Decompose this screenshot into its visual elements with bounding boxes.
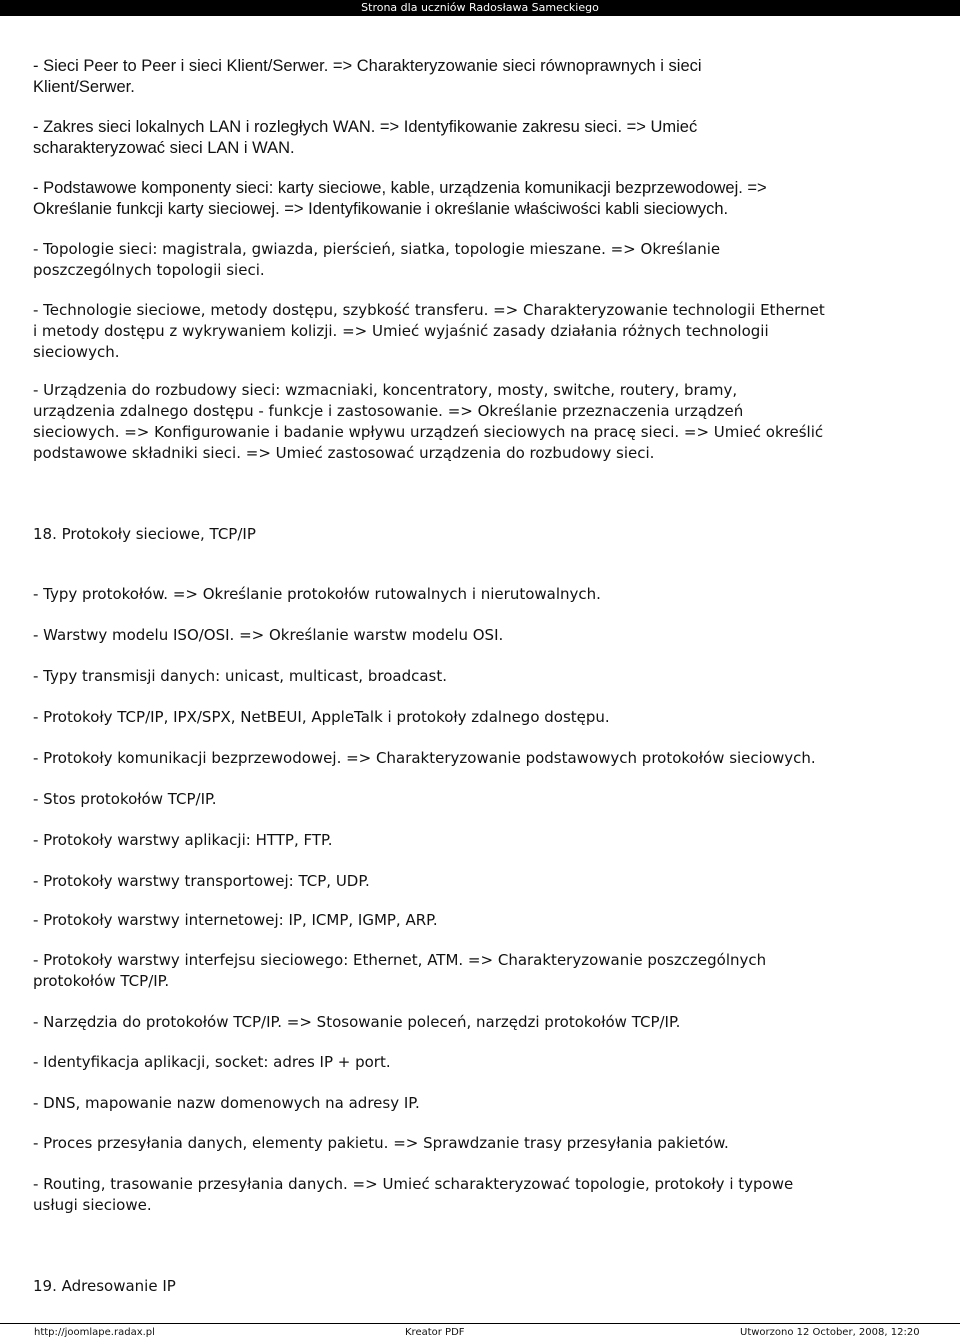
- text-line: podstawowe składniki sieci. => Umieć zastosować urządzenia do rozbudowy sieci.: [33, 444, 655, 462]
- list-item: [33, 1052, 933, 1073]
- list-item: [33, 748, 933, 769]
- text-line: sieciowych.: [33, 343, 120, 361]
- list-item: [33, 300, 933, 363]
- text-line: - Protokoły warstwy transportowej: TCP, UDP.: [33, 872, 370, 890]
- list-item: [33, 871, 933, 892]
- list-item: [33, 239, 933, 281]
- text-line: - Stos protokołów TCP/IP.: [33, 790, 217, 808]
- text-line: - Protokoły warstwy aplikacji: HTTP, FTP.: [33, 831, 333, 849]
- text-line: - Protokoły warstwy internetowej: IP, ICMP, IGMP, ARP.: [33, 911, 438, 929]
- text-line: - Urządzenia do rozbudowy sieci: wzmacniaki, koncentratory, mosty, switche, routery, bramy,: [33, 381, 738, 399]
- text-line: - Routing, trasowanie przesyłania danych. => Umieć scharakteryzować topologie, protokoły i typowe: [33, 1175, 794, 1193]
- section-heading: 18. Protokoły sieciowe, TCP/IP: [33, 525, 256, 543]
- list-item: [33, 625, 933, 646]
- text-line: - Podstawowe komponenty sieci: karty sieciowe, kable, urządzenia komunikacji bezprzewodowej. =>: [33, 179, 767, 197]
- text-line: i metody dostępu z wykrywaniem kolizji. => Umieć wyjaśnić zasady działania różnych technologii: [33, 322, 769, 340]
- list-item: [33, 1174, 933, 1216]
- list-item: [33, 1093, 933, 1114]
- list-item: [33, 789, 933, 810]
- text-line: - Topologie sieci: magistrala, gwiazda, pierścień, siatka, topologie mieszane. => Określanie: [33, 240, 721, 258]
- text-line: - Protokoły komunikacji bezprzewodowej. => Charakteryzowanie podstawowych protokołów sieciowych.: [33, 749, 816, 767]
- list-item: [33, 910, 933, 931]
- text-line: Określanie funkcji karty sieciowej. => Identyfikowanie i określanie właściwości kabli sieciowych.: [33, 200, 729, 218]
- text-line: scharakteryzować sieci LAN i WAN.: [33, 139, 295, 157]
- footer-divider: [0, 1323, 960, 1324]
- text-line: - Technologie sieciowe, metody dostępu, szybkość transferu. => Charakteryzowanie technologii Ethernet: [33, 301, 825, 319]
- text-line: - Protokoły TCP/IP, IPX/SPX, NetBEUI, AppleTalk i protokoły zdalnego dostępu.: [33, 708, 610, 726]
- list-item: [33, 380, 933, 464]
- text-line: - Warstwy modelu ISO/OSI. => Określanie warstw modelu OSI.: [33, 626, 504, 644]
- list-item: [33, 178, 933, 220]
- footer-link[interactable]: http://joomlape.radax.pl: [34, 1327, 155, 1338]
- list-item: [33, 56, 933, 98]
- text-line: - Narzędzia do protokołów TCP/IP. => Stosowanie poleceń, narzędzi protokołów TCP/IP.: [33, 1013, 681, 1031]
- list-item: [33, 584, 933, 605]
- text-line: - Proces przesyłania danych, elementy pakietu. => Sprawdzanie trasy przesyłania pakietów.: [33, 1134, 729, 1152]
- list-item: [33, 707, 933, 728]
- footer-timestamp: Utworzono 12 October, 2008, 12:20: [740, 1327, 920, 1338]
- text-line: - Typy transmisji danych: unicast, multicast, broadcast.: [33, 667, 447, 685]
- text-line: - DNS, mapowanie nazw domenowych na adresy IP.: [33, 1094, 420, 1112]
- page-header: [0, 0, 960, 16]
- text-line: poszczególnych topologii sieci.: [33, 261, 265, 279]
- text-line: - Identyfikacja aplikacji, socket: adres IP + port.: [33, 1053, 391, 1071]
- footer-center-text: Kreator PDF: [405, 1327, 465, 1338]
- text-line: usługi sieciowe.: [33, 1196, 152, 1214]
- text-line: - Sieci Peer to Peer i sieci Klient/Serwer. => Charakteryzowanie sieci równoprawnych i sieci: [33, 57, 702, 75]
- text-line: Klient/Serwer.: [33, 78, 135, 96]
- list-item: [33, 117, 933, 159]
- text-line: - Protokoły warstwy interfejsu sieciowego: Ethernet, ATM. => Charakteryzowanie poszczególnych: [33, 951, 767, 969]
- text-line: protokołów TCP/IP.: [33, 972, 170, 990]
- text-line: urządzenia zdalnego dostępu - funkcje i zastosowanie. => Określanie przeznaczenia urządzeń: [33, 402, 744, 420]
- list-item: [33, 1012, 933, 1033]
- list-item: [33, 830, 933, 851]
- text-line: - Typy protokołów. => Określanie protokołów rutowalnych i nierutowalnych.: [33, 585, 601, 603]
- list-item: [33, 1133, 933, 1154]
- header-title: Strona dla uczniów Radosława Sameckiego: [361, 1, 599, 14]
- text-line: - Zakres sieci lokalnych LAN i rozległych WAN. => Identyfikowanie zakresu sieci. => Umieć: [33, 118, 698, 136]
- section-heading: 19. Adresowanie IP: [33, 1277, 176, 1295]
- list-item: [33, 666, 933, 687]
- list-item: [33, 950, 933, 992]
- text-line: sieciowych. => Konfigurowanie i badanie wpływu urządzeń sieciowych na pracę sieci. => Umieć określić: [33, 423, 824, 441]
